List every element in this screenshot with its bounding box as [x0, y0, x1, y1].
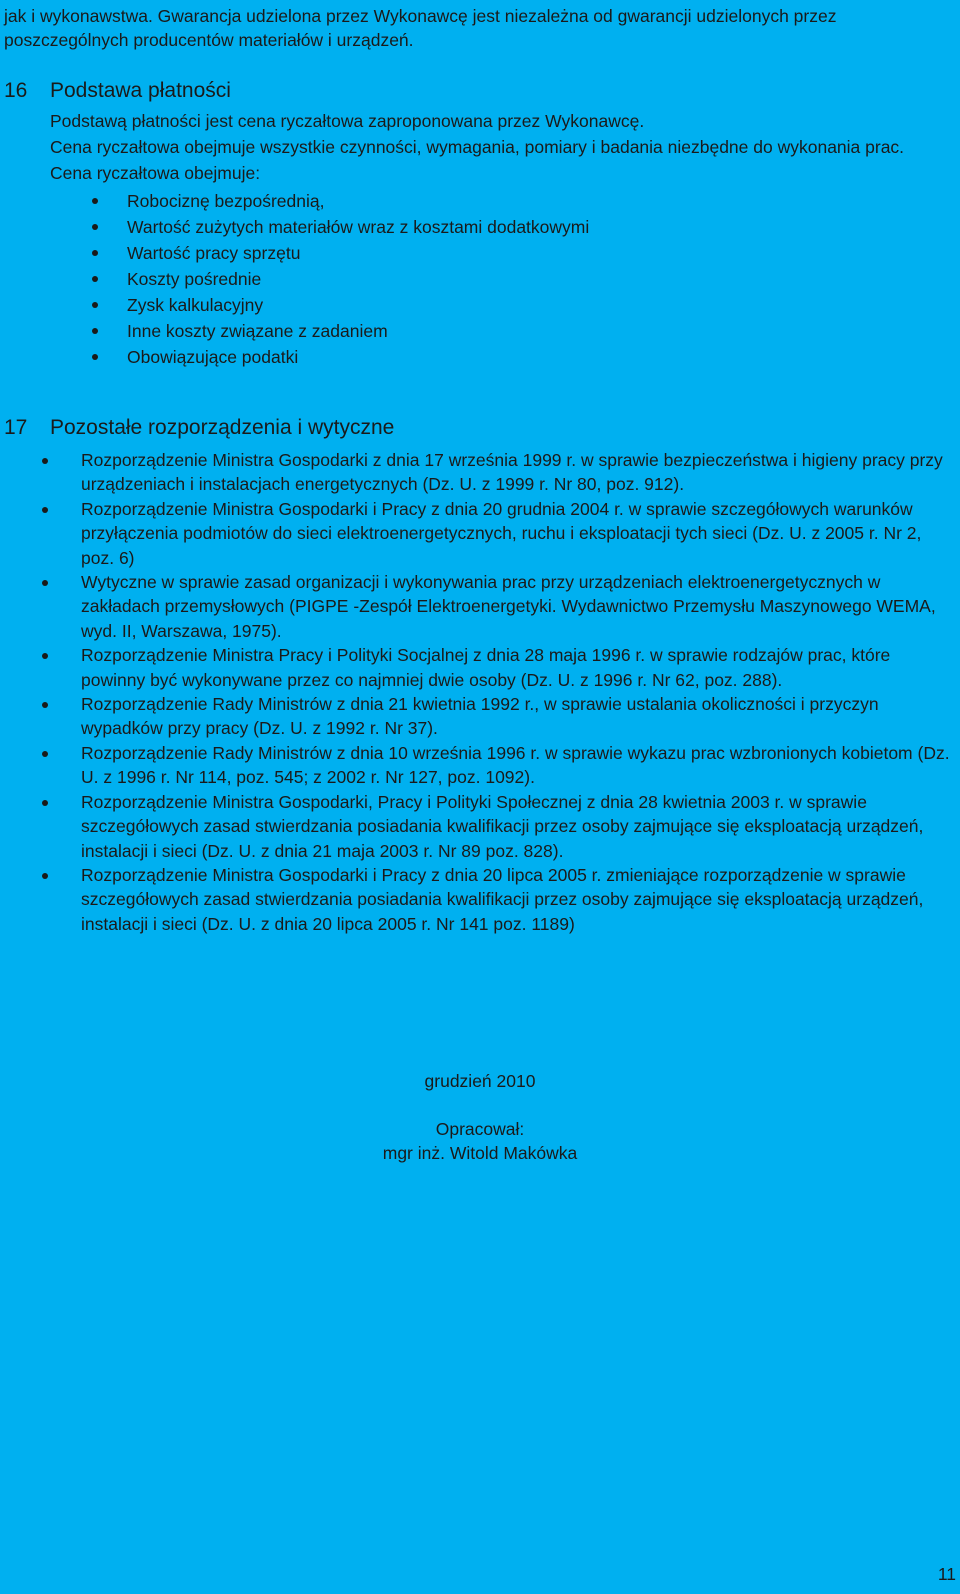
list-item-text: Wytyczne w sprawie zasad organizacji i wykonywania prac przy urządzeniach elektroenergetycznych w zakładach przemysłowych (PIGPE -Zespół Elektroenergetyki. Wydawnictwo Przemysłu Maszynowego WEMA, wyd. II, Warszawa, 1975).	[81, 572, 936, 641]
bullet-icon	[92, 276, 98, 282]
list-item-text: Rozporządzenie Ministra Pracy i Polityki Socjalnej z dnia 28 maja 1996 r. w sprawie rodzajów prac, które powinny być wykonywane przez co najmniej dwie osoby (Dz. U. z 1996 r. Nr 62, poz. 288).	[81, 645, 891, 690]
list-item-text: Wartość zużytych materiałów wraz z kosztami dodatkowymi	[127, 217, 590, 237]
list-item-text: Koszty pośrednie	[127, 269, 262, 289]
section-17-heading	[4, 415, 394, 441]
regulations-list	[4, 448, 956, 936]
bullet-icon	[42, 580, 48, 586]
list-item-text: Obowiązujące podatki	[127, 347, 299, 367]
section-17-title: Pozostałe rozporządzenia i wytyczne	[50, 416, 395, 439]
author-block	[0, 1117, 960, 1165]
list-item-text: Rozporządzenie Ministra Gospodarki i Pracy z dnia 20 grudnia 2004 r. w sprawie szczegółowych warunków przyłączenia podmiotów do sieci elektroenergetycznych, ruchu i eksploatacji tych sieci (Dz. U. z 2005 r. Nr 2, poz. 6)	[81, 498, 922, 568]
bullet-icon	[92, 198, 98, 204]
list-item-text: Rozporządzenie Rady Ministrów z dnia 10 września 1996 r. w sprawie wykazu prac wzbronionych kobietom (Dz. U. z 1996 r. Nr 114, poz. 545; z 2002 r. Nr 127, poz. 1092).	[81, 742, 950, 788]
author-label: Opracował:	[435, 1119, 525, 1139]
bullet-icon	[92, 250, 98, 256]
document-date: grudzień 2010	[424, 1071, 536, 1091]
list-item	[4, 318, 956, 344]
list-item-text: Zysk kalkulacyjny	[127, 295, 264, 315]
list-item	[4, 344, 956, 370]
cost-list	[4, 188, 956, 370]
bullet-icon	[92, 224, 98, 230]
list-item	[4, 240, 956, 266]
section-17-number: 17	[4, 416, 28, 439]
bullet-icon	[42, 800, 48, 806]
list-item	[4, 863, 956, 936]
list-item	[4, 214, 956, 240]
list-item	[4, 188, 956, 214]
list-item-text: Rozporządzenie Ministra Gospodarki, Pracy i Polityki Społecznej z dnia 28 kwietnia 2003 r. w sprawie szczegółowych zasad stwierdzania posiadania kwalifikacji przez osoby zajmujące się eksploatacją urządzeń, instalacji i sieci (Dz. U. z dnia 21 maja 2003 r. Nr 89 poz. 828).	[81, 791, 924, 861]
author-name: mgr inż. Witold Makówka	[382, 1143, 578, 1163]
bullet-icon	[42, 702, 48, 708]
bullet-icon	[92, 354, 98, 360]
section-16-paragraph-2: Cena ryczałtowa obejmuje wszystkie czynności, wymagania, pomiary i badania niezbędne do wykonania prac.	[50, 137, 905, 157]
list-item-text: Inne koszty związane z zadaniem	[127, 321, 388, 341]
bullet-icon	[42, 751, 48, 757]
list-item	[4, 741, 956, 790]
page-number: 11	[937, 1564, 956, 1584]
bullet-icon	[42, 873, 48, 879]
bullet-icon	[92, 302, 98, 308]
list-item	[4, 570, 956, 643]
section-16-paragraph-1: Podstawą płatności jest cena ryczałtowa zaproponowana przez Wykonawcę.	[50, 111, 645, 131]
list-item	[4, 266, 956, 292]
section-16-heading	[4, 78, 231, 104]
bullet-icon	[42, 458, 48, 464]
list-item-text: Robociznę bezpośrednią,	[127, 191, 325, 211]
bullet-icon	[92, 328, 98, 334]
section-16-number: 16	[4, 79, 28, 102]
list-item-text: Rozporządzenie Rady Ministrów z dnia 21 kwietnia 1992 r., w sprawie ustalania okoliczności i przyczyn wypadków przy pracy (Dz. U. z 1992 r. Nr 37).	[81, 694, 879, 739]
list-item	[4, 692, 956, 741]
list-item	[4, 643, 956, 692]
list-item	[4, 292, 956, 318]
list-item	[4, 448, 956, 497]
list-item-text: Wartość pracy sprzętu	[127, 243, 301, 263]
list-item	[4, 790, 956, 863]
bullet-icon	[42, 653, 48, 659]
section-16-title: Podstawa płatności	[50, 79, 231, 102]
bullet-icon	[42, 507, 48, 513]
list-item	[4, 497, 956, 570]
intro-paragraph: jak i wykonawstwa. Gwarancja udzielona przez Wykonawcę jest niezależna od gwarancji udzielonych przez poszczególnych producentów materiałów i urządzeń.	[4, 6, 837, 50]
list-item-text: Rozporządzenie Ministra Gospodarki i Pracy z dnia 20 lipca 2005 r. zmieniające rozporządzenie w sprawie szczegółowych zasad stwierdzania posiadania kwalifikacji przez osoby zajmujące się eksploatacją urządzeń, instalacji i sieci (Dz. U. z dnia 20 lipca 2005 r. Nr 141 poz. 1189)	[81, 864, 924, 934]
list-item-text: Rozporządzenie Ministra Gospodarki z dnia 17 września 1999 r. w sprawie bezpieczeństwa i higieny pracy przy urządzeniach i instalacjach energetycznych (Dz. U. z 1999 r. Nr 80, poz. 912).	[81, 450, 943, 495]
section-16-body	[4, 108, 956, 370]
section-16-paragraph-3: Cena ryczałtowa obejmuje:	[50, 163, 261, 183]
